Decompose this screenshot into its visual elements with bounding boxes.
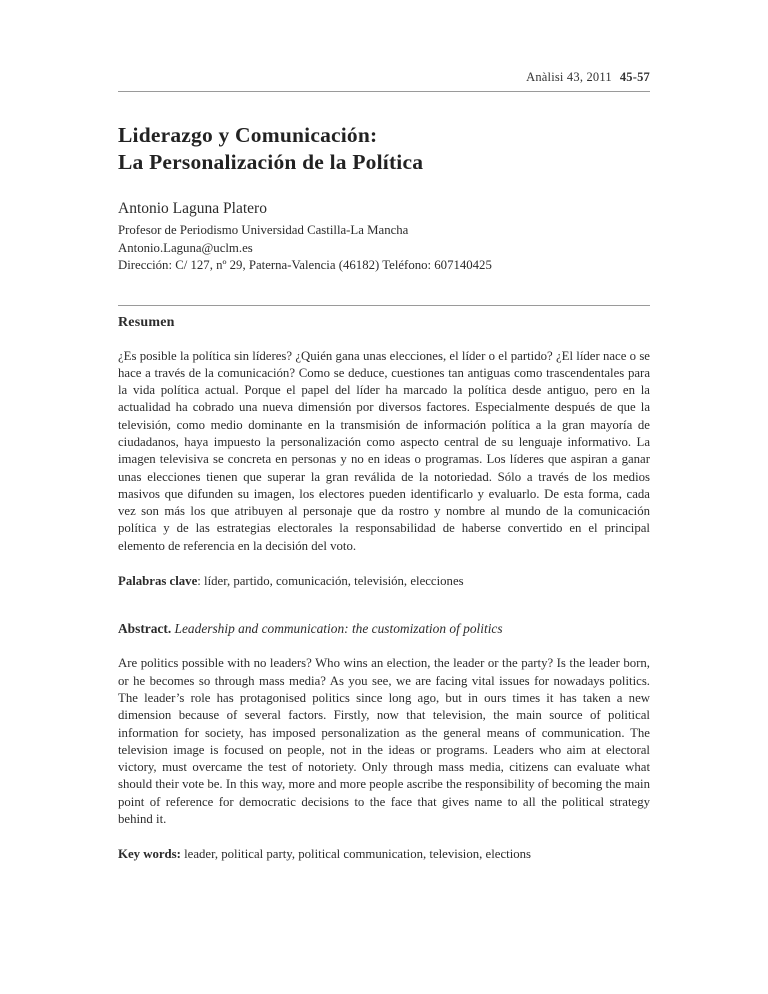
- page-content: [118, 0, 650, 864]
- key-words-label: Key words:: [118, 847, 181, 862]
- running-head: [118, 70, 650, 85]
- abstract-heading: [118, 620, 650, 638]
- paper-title-line1: Liderazgo y Comunicación:: [118, 123, 378, 147]
- abstract-body: Are politics possible with no leaders? Who wins an election, the leader or the party? Is the leader born, or he becomes so through mass media? As you see, we are facing vital issues for nowadays politics. The leader’s role has protagonised politics since long ago, but in ours times it has taken a new dimension because of several factors. Firstly, now that television, the main source of political information for society, has imposed personalization as the general means of communication. The television image is focused on people, not in the ideas or programs. Leaders who aim at electoral victory, must overcame the test of notoriety. Only through mass media, citizens can evaluate what should their vote be. In this way, more and more people ascribe the responsibility of becoming the main point of reference for democratic decisions to the face that gives name to all the political strategy behind it.: [118, 656, 650, 827]
- resumen-heading: Resumen: [118, 314, 175, 330]
- page-range: 45-57: [619, 70, 650, 84]
- palabras-clave-value: : líder, partido, comunicación, televisión, elecciones: [197, 574, 464, 589]
- resumen-rule: [118, 305, 650, 306]
- author-address: Dirección: C/ 127, nº 29, Paterna-Valencia (46182) Teléfono: 607140425: [118, 258, 492, 272]
- resumen-body: ¿Es posible la política sin líderes? ¿Quién gana unas elecciones, el líder o el partido? ¿El líder nace o se hace a través de la comunicación? Como se deduce, cuestiones tan antiguas como trascendentales para la vida política actual. Porque el papel del líder ha marcado la política desde antiguo, pero en la actualidad ha cobrado una nueva dimensión por diversos factores. Especialmente después de que la televisión, como medio dominante en la transmisión de información política a la gran mayoría de ciudadanos, haya impuesto la personalización como aspecto central de su lenguaje informativo. La imagen televisiva se concreta en personas y no en ideas o programas. Los líderes que aspiran a ganar unas elecciones tienen que superar la gran reválida de la notoriedad. Sólo a través de los medios masivos que difunden su imagen, los electores pueden identificarlo y evaluarlo. De esta forma, cada vez son más los que atribuyen al personaje que da rostro y nombre al mundo de la comunicación política y de las estrategias electorales la responsabilidad de haberse convertido en el principal elemento de referencia en la decisión del voto.: [118, 348, 650, 553]
- palabras-clave-label: Palabras clave: [118, 574, 198, 589]
- author-info-block: [118, 222, 650, 275]
- paper-title: [118, 122, 650, 176]
- abstract-label: Abstract.: [118, 621, 172, 637]
- author-name: Antonio Laguna Platero: [118, 200, 267, 217]
- key-words-value: leader, political party, political communication, television, elections: [180, 847, 532, 862]
- author-affiliation: Profesor de Periodismo Universidad Castilla-La Mancha: [118, 223, 409, 237]
- author-email: Antonio.Laguna@uclm.es: [118, 240, 253, 255]
- paper-title-line2: La Personalización de la Política: [118, 150, 424, 174]
- palabras-clave-line: [118, 573, 650, 590]
- abstract-title: Leadership and communication: the customization of politics: [171, 621, 503, 637]
- journal-reference: Anàlisi 43, 2011: [526, 70, 612, 84]
- key-words-line: [118, 846, 650, 863]
- header-rule: [118, 91, 650, 92]
